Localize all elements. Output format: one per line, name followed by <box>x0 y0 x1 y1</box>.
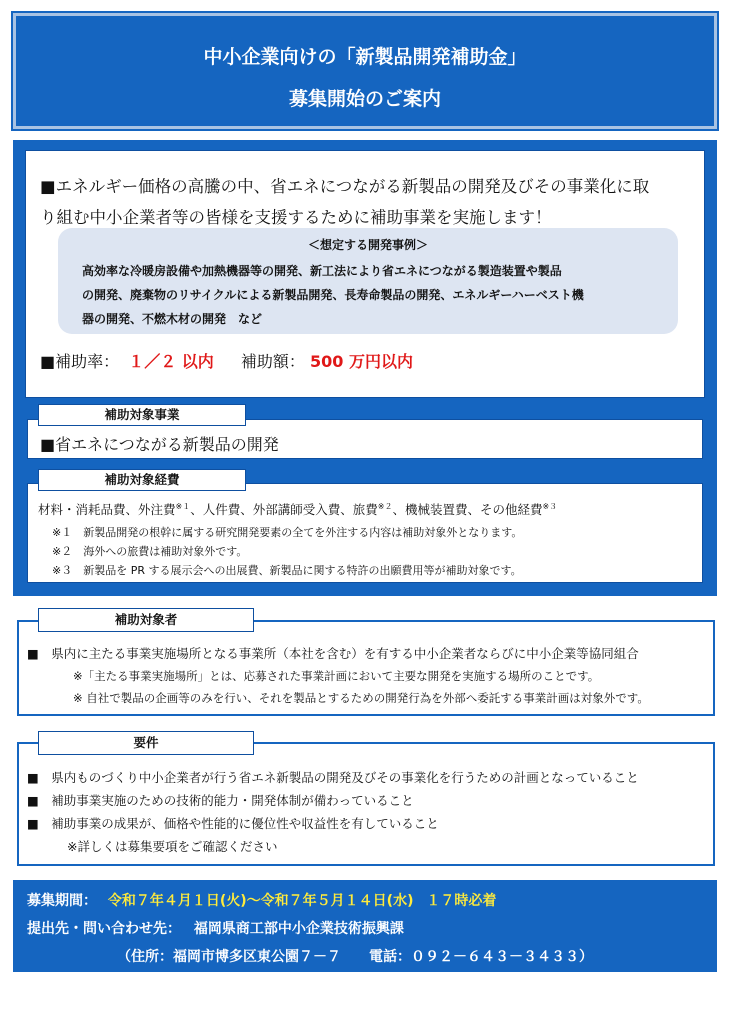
subsidy-rate-line <box>40 349 413 372</box>
contact-label: 提出先・問い合わせ先： <box>27 921 181 937</box>
examples-line-1: 高効率な冷暖房設備や加熱機器等の開発、新工法により省エネにつながる製造装置や製品 <box>82 264 562 278</box>
eligible-panel <box>17 620 715 716</box>
footer-contact-box <box>13 880 717 972</box>
contact-row <box>27 918 404 938</box>
requirements-note: ※詳しくは募集要項をご確認ください <box>67 839 278 854</box>
expenses-text-a: 材料・消耗品費、外注費 <box>38 502 176 517</box>
expenses-note-1: ※１ 新製品開発の根幹に属する研究開発要素の全てを外注する内容は補助対象外となります。 <box>52 526 523 539</box>
expenses-sup-3: ※３ <box>542 501 558 511</box>
amount-label: 補助額： <box>240 352 305 371</box>
development-examples-box <box>58 228 678 334</box>
examples-line-2: の開発、廃棄物のリサイクルによる新製品開発、長寿命製品の開発、エネルギーハーベスト機 <box>82 288 584 302</box>
expenses-panel <box>27 483 703 583</box>
target-business-text: ■省エネにつながる新製品の開発 <box>40 435 279 454</box>
intro-line-1: ■エネルギー価格の高騰の中、省エネにつながる新製品の開発及びその事業化に取 <box>40 177 650 196</box>
expenses-sup-1: ※１ <box>175 501 191 511</box>
requirements-label: 要件 <box>38 731 254 755</box>
contact-value: 福岡県商工部中小企業技術振興課 <box>193 921 404 937</box>
target-business-label: 補助対象事業 <box>38 404 246 426</box>
expenses-note-2: ※２ 海外への旅費は補助対象外です。 <box>52 545 248 558</box>
expenses-note-3: ※３ 新製品を PR する展示会への出展費、新製品に関する特許の出願費用等が補助対象です。 <box>52 564 522 577</box>
eligible-main-text: ■ 県内に主たる事業実施場所となる事業所（本社を含む）を有する中小企業者ならびに中小企業等協同組合 <box>27 646 639 661</box>
expenses-main-text <box>38 500 557 518</box>
requirements-panel <box>17 742 715 866</box>
expenses-sup-2: ※２ <box>377 501 393 511</box>
period-value: 令和７年４月１日(火)～令和７年５月１４日(水) <box>107 893 414 909</box>
rate-value: １／２ 以内 <box>128 352 214 371</box>
period-deadline: １７時必着 <box>426 893 497 909</box>
title-line-1: 中小企業向けの「新製品開発補助金」 <box>203 46 527 68</box>
expenses-text-c: 、機械装置費、その他経費 <box>392 502 543 517</box>
period-label: 募集期間： <box>27 893 97 909</box>
expenses-label: 補助対象経費 <box>38 469 246 491</box>
eligible-label: 補助対象者 <box>38 608 254 632</box>
eligible-note-2: ※ 自社で製品の企画等のみを行い、それを製品とするための開発行為を外部へ委託する事業計画は対象外です。 <box>73 691 649 705</box>
requirement-item-1: ■ 県内ものづくり中小企業者が行う省エネ新製品の開発及びその事業化を行うための計画となっていること <box>27 770 639 785</box>
address-row: （住所：福岡市博多区東公園７－７ 電話：０９２－６４３－３４３３） <box>117 949 593 965</box>
examples-heading: ＜想定する開発事例＞ <box>307 238 428 252</box>
examples-line-3: 器の開発、不燃木材の開発 など <box>82 312 263 326</box>
title-line-2: 募集開始のご案内 <box>288 88 441 110</box>
intro-line-2: り組む中小企業者等の皆様を支援するために補助事業を実施します！ <box>40 208 552 227</box>
requirement-item-3: ■ 補助事業の成果が、価格や性能的に優位性や収益性を有していること <box>27 816 439 831</box>
requirement-item-2: ■ 補助事業実施のための技術的能力・開発体制が備わっていること <box>27 793 414 808</box>
expenses-text-b: 、人件費、外部講師受入費、旅費 <box>190 502 378 517</box>
amount-value: 500 万円以内 <box>310 352 413 371</box>
application-period-row <box>27 890 496 910</box>
rate-label: ■補助率： <box>40 352 120 371</box>
eligible-note-1: ※「主たる事業実施場所」とは、応募された事業計画において主要な開発を実施する場所のことです。 <box>73 669 600 683</box>
title-banner <box>13 13 717 129</box>
